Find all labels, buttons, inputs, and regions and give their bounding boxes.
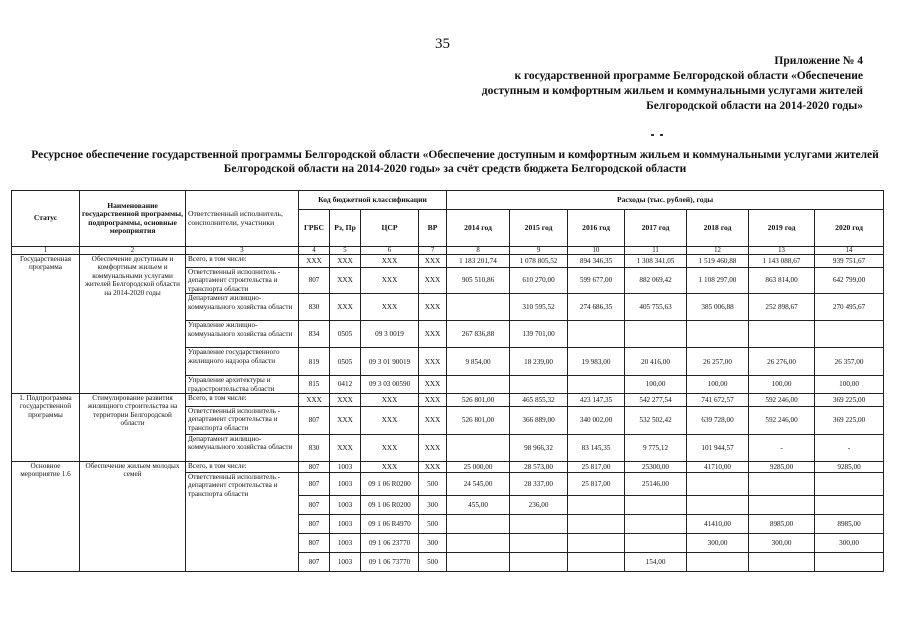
- table-row: [12, 394, 884, 407]
- csr-cell: 09 3 03 00590: [361, 376, 419, 394]
- column-number: 7: [419, 247, 447, 255]
- csr-cell: 09 1 06 R0200: [361, 496, 419, 515]
- header-year: 2015 год: [510, 210, 568, 247]
- expense-cell: 465 855,32: [510, 394, 568, 407]
- column-number: 5: [330, 247, 361, 255]
- executor-cell: Ответственный исполнитель - департамент строительства и транспорта области: [186, 268, 299, 294]
- vr-cell: XXX: [419, 268, 447, 294]
- status-cell: Основное мероприятие 1.6: [12, 462, 80, 572]
- rzpr-cell: XXX: [330, 268, 361, 294]
- expense-cell: 639 728,00: [687, 407, 749, 435]
- expense-cell: [749, 496, 815, 515]
- expense-cell: 9 775,12: [625, 435, 687, 462]
- expense-cell: 1 308 341,05: [625, 255, 687, 268]
- expense-cell: 9 854,00: [447, 348, 510, 376]
- grbs-cell: 819: [299, 348, 330, 376]
- grbs-cell: 807: [299, 553, 330, 572]
- expense-cell: 532 502,42: [625, 407, 687, 435]
- vr-cell: XXX: [419, 376, 447, 394]
- expense-cell: 154,00: [625, 553, 687, 572]
- expense-cell: [447, 294, 510, 321]
- document-title: [15, 148, 895, 176]
- expense-cell: [510, 376, 568, 394]
- appendix-line: к государственной программе Белгородской области «Обеспечение: [514, 70, 863, 82]
- appendix-line: Приложение № 4: [774, 55, 863, 67]
- column-number: 13: [749, 247, 815, 255]
- page-number: 35: [435, 36, 450, 52]
- column-number-row: [12, 247, 884, 255]
- expense-cell: 19 983,00: [568, 348, 625, 376]
- expense-cell: 252 898,67: [749, 294, 815, 321]
- expense-cell: [687, 321, 749, 348]
- rzpr-cell: 1003: [330, 462, 361, 473]
- expense-cell: [447, 515, 510, 534]
- expense-cell: 369 225,00: [815, 407, 884, 435]
- expense-cell: [687, 553, 749, 572]
- grbs-cell: 830: [299, 435, 330, 462]
- expense-cell: [687, 473, 749, 496]
- expense-cell: 101 944,57: [687, 435, 749, 462]
- program-name-cell: Стимулирование развития жилищного строительства на территории Белгородской области: [80, 394, 186, 462]
- expense-cell: [510, 534, 568, 553]
- column-number: 8: [447, 247, 510, 255]
- vr-cell: XXX: [419, 394, 447, 407]
- executor-cell: Ответственный исполнитель - департамент строительства и транспорта области: [186, 473, 299, 572]
- expense-cell: 310 595,52: [510, 294, 568, 321]
- expense-cell: [625, 496, 687, 515]
- rzpr-cell: XXX: [330, 255, 361, 268]
- expense-cell: 1 143 088,67: [749, 255, 815, 268]
- header-status: Статус: [12, 191, 80, 247]
- resource-table: [11, 190, 884, 572]
- expense-cell: 100,00: [749, 376, 815, 394]
- vr-cell: XXX: [419, 255, 447, 268]
- csr-cell: 09 3 01 90019: [361, 348, 419, 376]
- executor-cell: Управление государственного жилищного надзора области: [186, 348, 299, 376]
- header-year: 2019 год: [749, 210, 815, 247]
- expense-cell: 139 701,00: [510, 321, 568, 348]
- expense-cell: [568, 496, 625, 515]
- executor-cell: Управление архитектуры и градостроительства области: [186, 376, 299, 394]
- csr-cell: XXX: [361, 462, 419, 473]
- header-vr: ВР: [419, 210, 447, 247]
- rzpr-cell: XXX: [330, 294, 361, 321]
- expense-cell: [568, 376, 625, 394]
- rzpr-cell: XXX: [330, 407, 361, 435]
- expense-cell: 274 686,35: [568, 294, 625, 321]
- rzpr-cell: 0412: [330, 376, 361, 394]
- status-cell: 1. Подпрограмма государственной программы: [12, 394, 80, 462]
- header-csr: ЦСР: [361, 210, 419, 247]
- header-expenses: Расходы (тыс. рублей), годы: [447, 191, 884, 210]
- grbs-cell: 807: [299, 473, 330, 496]
- expense-cell: 100,00: [815, 376, 884, 394]
- appendix-line: Белгородской области на 2014-2020 годы»: [646, 100, 863, 112]
- column-number: 3: [186, 247, 299, 255]
- expense-cell: 939 751,67: [815, 255, 884, 268]
- expense-cell: 26 257,00: [687, 348, 749, 376]
- expense-cell: [447, 376, 510, 394]
- appendix-heading: [443, 54, 863, 114]
- header-year: 2018 год: [687, 210, 749, 247]
- expense-cell: 26 357,00: [815, 348, 884, 376]
- header-year: 2016 год: [568, 210, 625, 247]
- expense-cell: 41410,00: [687, 515, 749, 534]
- rzpr-cell: 1003: [330, 553, 361, 572]
- expense-cell: 300,00: [687, 534, 749, 553]
- csr-cell: XXX: [361, 435, 419, 462]
- csr-cell: XXX: [361, 407, 419, 435]
- title-line: Ресурсное обеспечение государственной программы Белгородской области «Обеспечение доступным и комфортным жильем и коммунальными услугами жителей: [31, 149, 879, 161]
- program-name-cell: Обеспечение жильем молодых семей: [80, 462, 186, 572]
- scan-mark: [651, 134, 654, 136]
- csr-cell: 09 1 06 R4970: [361, 515, 419, 534]
- expense-cell: 270 495,67: [815, 294, 884, 321]
- vr-cell: XXX: [419, 348, 447, 376]
- expense-cell: 1 519 460,88: [687, 255, 749, 268]
- csr-cell: XXX: [361, 268, 419, 294]
- table-row: [12, 462, 884, 473]
- expense-cell: 405 755,63: [625, 294, 687, 321]
- expense-cell: 340 002,00: [568, 407, 625, 435]
- header-year: 2014 год: [447, 210, 510, 247]
- grbs-cell: 815: [299, 376, 330, 394]
- expense-cell: [568, 515, 625, 534]
- rzpr-cell: 0505: [330, 321, 361, 348]
- vr-cell: 300: [419, 534, 447, 553]
- executor-cell: Всего, в том числе:: [186, 394, 299, 407]
- rzpr-cell: XXX: [330, 394, 361, 407]
- executor-cell: Департамент жилищно-коммунального хозяйства области: [186, 294, 299, 321]
- header-budget-code: Код бюджетной классификации: [299, 191, 447, 210]
- expense-cell: [749, 473, 815, 496]
- expense-cell: 25 000,00: [447, 462, 510, 473]
- scan-mark: [660, 134, 663, 136]
- column-number: 11: [625, 247, 687, 255]
- expense-cell: [815, 496, 884, 515]
- expense-cell: 1 183 201,74: [447, 255, 510, 268]
- expense-cell: 25146,00: [625, 473, 687, 496]
- csr-cell: XXX: [361, 394, 419, 407]
- vr-cell: 500: [419, 553, 447, 572]
- expense-cell: 369 225,00: [815, 394, 884, 407]
- expense-cell: [447, 534, 510, 553]
- expense-cell: [749, 553, 815, 572]
- rzpr-cell: 1003: [330, 473, 361, 496]
- expense-cell: 28 573,00: [510, 462, 568, 473]
- expense-cell: 882 069,42: [625, 268, 687, 294]
- rzpr-cell: 0505: [330, 348, 361, 376]
- rzpr-cell: XXX: [330, 435, 361, 462]
- header-name: Наименование государственной программы, подпрограммы, основные мероприятия: [80, 191, 186, 247]
- expense-cell: 24 545,00: [447, 473, 510, 496]
- expense-cell: 599 677,00: [568, 268, 625, 294]
- expense-cell: 267 836,88: [447, 321, 510, 348]
- expense-cell: 98 966,32: [510, 435, 568, 462]
- column-number: 14: [815, 247, 884, 255]
- table-row: [12, 255, 884, 268]
- expense-cell: 25 817,00: [568, 473, 625, 496]
- header-grbs: ГРБС: [299, 210, 330, 247]
- expense-cell: 9285,00: [815, 462, 884, 473]
- vr-cell: XXX: [419, 462, 447, 473]
- expense-cell: [510, 553, 568, 572]
- vr-cell: XXX: [419, 435, 447, 462]
- vr-cell: XXX: [419, 294, 447, 321]
- expense-cell: 41710,00: [687, 462, 749, 473]
- expense-cell: 366 889,00: [510, 407, 568, 435]
- executor-cell: Всего, в том числе:: [186, 462, 299, 473]
- expense-cell: 642 799,00: [815, 268, 884, 294]
- csr-cell: XXX: [361, 294, 419, 321]
- expense-cell: 863 814,00: [749, 268, 815, 294]
- expense-cell: 18 239,00: [510, 348, 568, 376]
- appendix-line: доступным и комфортным жильем и коммунальными услугами жителей: [481, 85, 863, 97]
- expense-cell: 25300,00: [625, 462, 687, 473]
- header-rzpr: Рз, Пр: [330, 210, 361, 247]
- column-number: 10: [568, 247, 625, 255]
- expense-cell: [815, 473, 884, 496]
- column-number: 9: [510, 247, 568, 255]
- expense-cell: [447, 435, 510, 462]
- expense-cell: [568, 534, 625, 553]
- expense-cell: 8985,00: [749, 515, 815, 534]
- expense-cell: -: [749, 435, 815, 462]
- grbs-cell: 830: [299, 294, 330, 321]
- expense-cell: 526 801,00: [447, 407, 510, 435]
- expense-cell: -: [815, 435, 884, 462]
- csr-cell: 09 3 0019: [361, 321, 419, 348]
- expense-cell: [510, 515, 568, 534]
- expense-cell: 1 108 297,00: [687, 268, 749, 294]
- expense-cell: 610 270,00: [510, 268, 568, 294]
- expense-cell: 83 145,35: [568, 435, 625, 462]
- grbs-cell: 807: [299, 515, 330, 534]
- csr-cell: 09 1 06 73770: [361, 553, 419, 572]
- csr-cell: XXX: [361, 255, 419, 268]
- expense-cell: 9285,00: [749, 462, 815, 473]
- grbs-cell: 807: [299, 496, 330, 515]
- header-executor: Ответственный исполнитель, соисполнители, участники: [186, 191, 299, 247]
- column-number: 4: [299, 247, 330, 255]
- grbs-cell: XXX: [299, 255, 330, 268]
- expense-cell: 455,00: [447, 496, 510, 515]
- rzpr-cell: 1003: [330, 496, 361, 515]
- expense-cell: 385 006,88: [687, 294, 749, 321]
- expense-cell: 592 246,00: [749, 394, 815, 407]
- executor-cell: Ответственный исполнитель - департамент строительства и транспорта области: [186, 407, 299, 435]
- expense-cell: [625, 321, 687, 348]
- grbs-cell: XXX: [299, 394, 330, 407]
- title-line: Белгородской области на 2014-2020 годы» за счёт средств бюджета Белгородской области: [223, 163, 687, 175]
- expense-cell: 905 510,86: [447, 268, 510, 294]
- expense-cell: 1 078 805,52: [510, 255, 568, 268]
- expense-cell: 25 817,00: [568, 462, 625, 473]
- expense-cell: [568, 321, 625, 348]
- expense-cell: 236,00: [510, 496, 568, 515]
- expense-cell: 542 277,54: [625, 394, 687, 407]
- expense-cell: 300,00: [815, 534, 884, 553]
- expense-cell: 526 801,00: [447, 394, 510, 407]
- expense-cell: 423 147,35: [568, 394, 625, 407]
- column-number: 1: [12, 247, 80, 255]
- rzpr-cell: 1003: [330, 515, 361, 534]
- column-number: 12: [687, 247, 749, 255]
- csr-cell: 09 1 06 23770: [361, 534, 419, 553]
- executor-cell: Всего, в том числе:: [186, 255, 299, 268]
- expense-cell: 741 672,57: [687, 394, 749, 407]
- expense-cell: [625, 534, 687, 553]
- expense-cell: [625, 515, 687, 534]
- status-cell: Государственная программа: [12, 255, 80, 394]
- expense-cell: [815, 321, 884, 348]
- expense-cell: 8985,00: [815, 515, 884, 534]
- grbs-cell: 807: [299, 534, 330, 553]
- expense-cell: [687, 496, 749, 515]
- executor-cell: Управление жилищно-коммунального хозяйства области: [186, 321, 299, 348]
- expense-cell: [568, 553, 625, 572]
- column-number: 2: [80, 247, 186, 255]
- expense-cell: 28 337,00: [510, 473, 568, 496]
- grbs-cell: 807: [299, 268, 330, 294]
- vr-cell: 500: [419, 515, 447, 534]
- expense-cell: 300,00: [749, 534, 815, 553]
- vr-cell: XXX: [419, 407, 447, 435]
- expense-cell: 592 246,00: [749, 407, 815, 435]
- header-year: 2017 год: [625, 210, 687, 247]
- vr-cell: 300: [419, 496, 447, 515]
- grbs-cell: 807: [299, 462, 330, 473]
- executor-cell: Департамент жилищно-коммунального хозяйства области: [186, 435, 299, 462]
- header-year: 2020 год: [815, 210, 884, 247]
- expense-cell: [447, 553, 510, 572]
- expense-cell: [815, 553, 884, 572]
- expense-cell: 20 416,00: [625, 348, 687, 376]
- vr-cell: XXX: [419, 321, 447, 348]
- expense-cell: 26 276,00: [749, 348, 815, 376]
- expense-cell: 100,00: [687, 376, 749, 394]
- expense-cell: 100,00: [625, 376, 687, 394]
- grbs-cell: 807: [299, 407, 330, 435]
- rzpr-cell: 1003: [330, 534, 361, 553]
- vr-cell: 500: [419, 473, 447, 496]
- csr-cell: 09 1 06 R0200: [361, 473, 419, 496]
- grbs-cell: 834: [299, 321, 330, 348]
- column-number: 6: [361, 247, 419, 255]
- expense-cell: 894 346,35: [568, 255, 625, 268]
- program-name-cell: Обеспечение доступным и комфортным жильем и коммунальными услугами жителей Белгородской области на 2014-2020 годы: [80, 255, 186, 394]
- expense-cell: [749, 321, 815, 348]
